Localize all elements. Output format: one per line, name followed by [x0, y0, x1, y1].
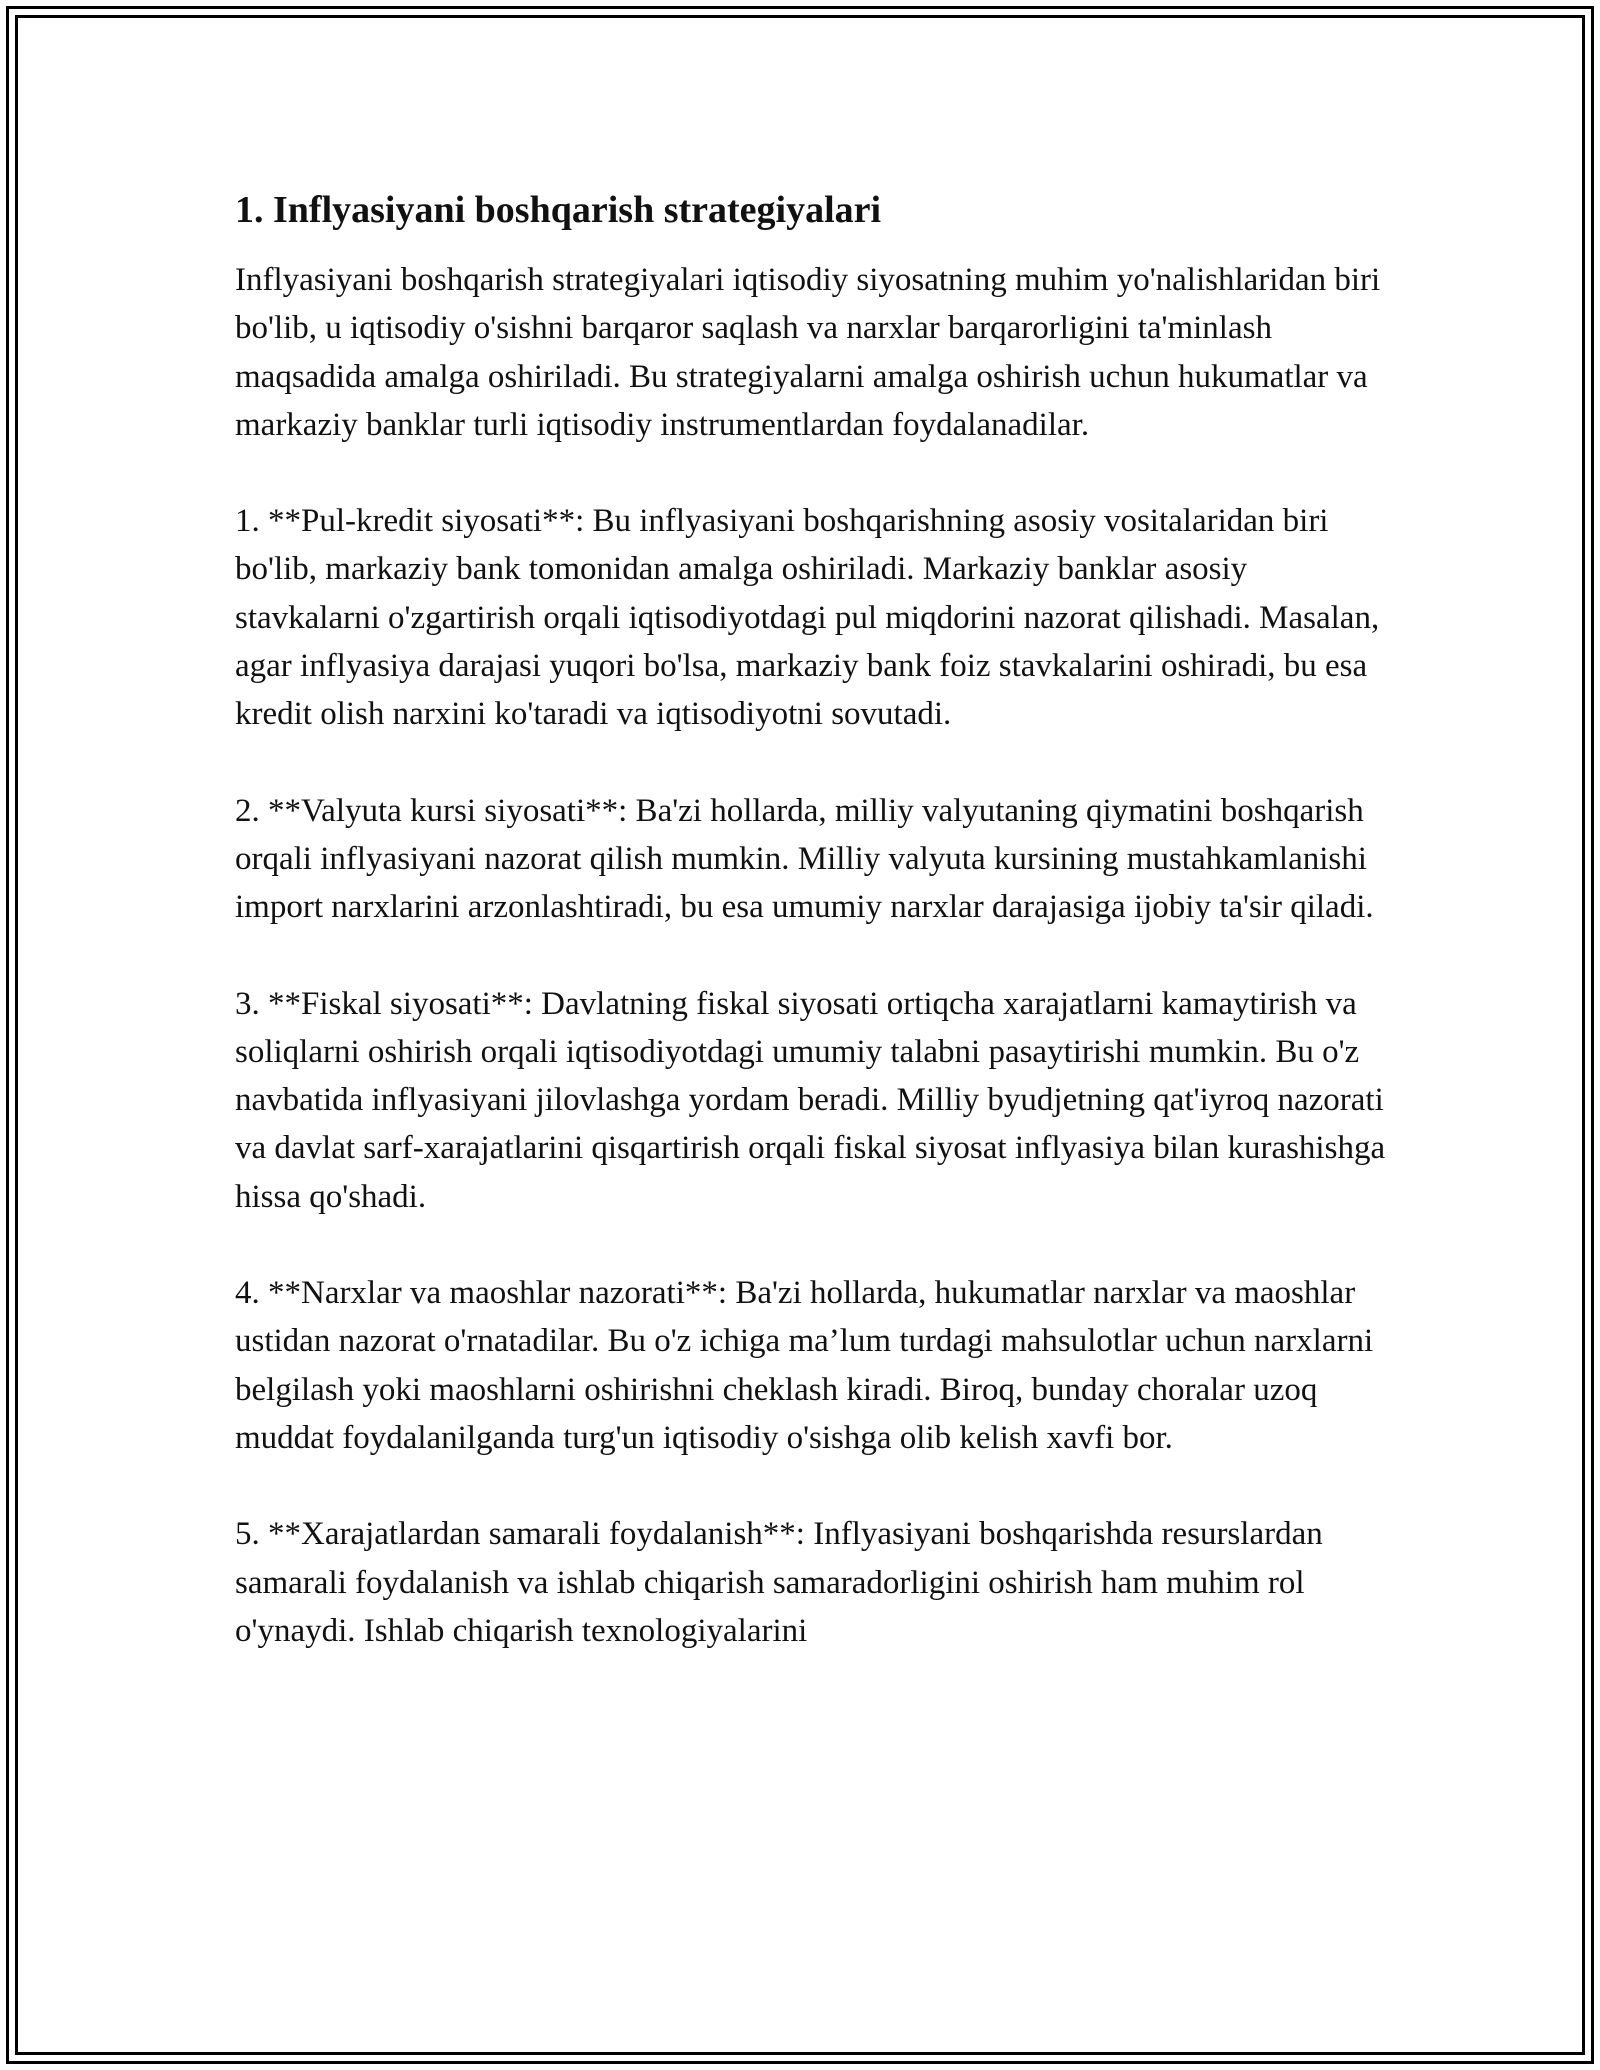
document-body [235, 186, 1395, 1703]
section-heading: 1. Inflyasiyani boshqarish strategiyalari [235, 189, 882, 231]
item-exchange-rate-policy: 2. **Valyuta kursi siyosati**: Ba'zi hollarda, milliy valyutaning qiymatini boshqarish orqali inflyasiyani nazorat qilish mumkin. Milliy valyuta kursining mustahkamlanishi import narxlarini arzonlashtiradi, bu esa umumiy narxlar darajasiga ijobiy ta'sir qiladi. [235, 792, 1374, 926]
item-price-wage-control: 4. **Narxlar va maoshlar nazorati**: Ba'zi hollarda, hukumatlar narxlar va maoshlar ustidan nazorat o'rnatadilar. Bu o'z ichiga ma’lum turdagi mahsulotlar uchun narxlarni belgilash yoki maoshlarni oshirishni cheklash kiradi. Biroq, bunday choralar uzoq muddat foydalanilganda turg'un iqtisodiy o'sishga olib kelish xavfi bor. [235, 1275, 1374, 1456]
intro-paragraph: Inflyasiyani boshqarish strategiyalari iqtisodiy siyosatning muhim yo'nalishlaridan biri bo'lib, u iqtisodiy o'sishni barqaror saqlash va narxlar barqarorligini ta'minlash maqsadida amalga oshiriladi. Bu strategiyalarni amalga oshirish uchun hukumatlar va markaziy banklar turli iqtisodiy instrumentlardan foydalanadilar. [235, 262, 1381, 443]
item-efficient-spending: 5. **Xarajatlardan samarali foydalanish**: Inflyasiyani boshqarishda resurslardan samarali foydalanish va ishlab chiqarish samaradorligini oshirish ham muhim rol o'ynaydi. Ishlab chiqarish texnologiyalarini [235, 1516, 1323, 1649]
item-monetary-policy: 1. **Pul-kredit siyosati**: Bu inflyasiyani boshqarishning asosiy vositalaridan biri bo'lib, markaziy bank tomonidan amalga oshiriladi. Markaziy banklar asosiy stavkalarni o'zgartirish orqali iqtisodiyotdagi pul miqdorini nazorat qilishadi. Masalan, agar inflyasiya darajasi yuqori bo'lsa, markaziy bank foiz stavkalarini oshiradi, bu esa kredit olish narxini ko'taradi va iqtisodiyotni sovutadi. [235, 503, 1380, 733]
item-fiscal-policy: 3. **Fiskal siyosati**: Davlatning fiskal siyosati ortiqcha xarajatlarni kamaytirish va soliqlarni oshirish orqali iqtisodiyotdagi umumiy talabni pasaytirishi mumkin. Bu o'z navbatida inflyasiyani jilovlashga yordam beradi. Milliy byudjetning qat'iyroq nazorati va davlat sarf-xarajatlarini qisqartirish orqali fiskal siyosat inflyasiya bilan kurashishga hissa qo'shadi. [235, 985, 1386, 1215]
